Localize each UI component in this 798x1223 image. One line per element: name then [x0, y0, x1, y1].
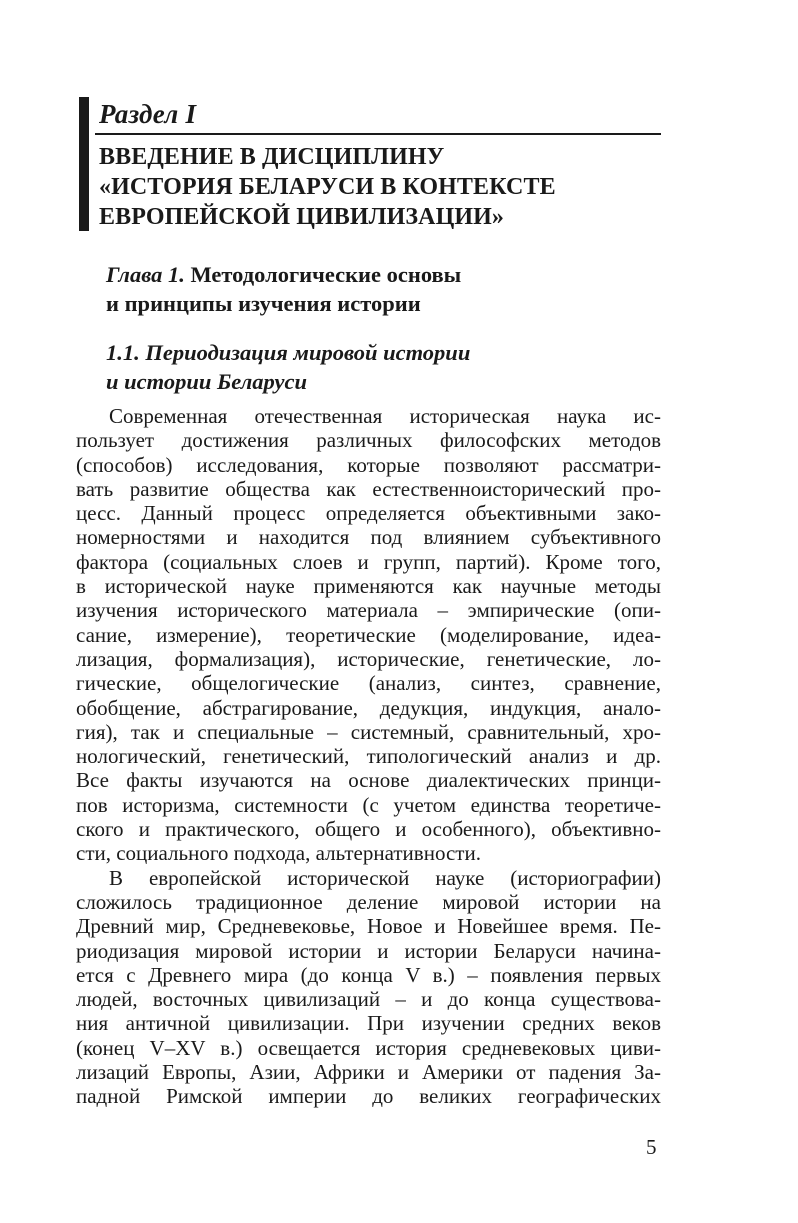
text-line: риодизация мировой истории и истории Беларуси начина-	[76, 938, 661, 963]
text-line: сание, измерение), теоретические (моделирование, идеа-	[76, 622, 661, 647]
section-heading-block	[79, 97, 661, 231]
text-line: гические, общелогические (анализ, синтез, сравнение,	[76, 671, 661, 696]
text-line: в исторической науке применяются как научные методы	[76, 574, 661, 599]
section-divider	[95, 133, 661, 135]
text-line: ется с Древнего мира (до конца V в.) – появления первых	[76, 962, 661, 987]
chapter-heading	[106, 260, 666, 318]
text-line: В европейской исторической науке (историографии)	[109, 865, 661, 890]
subsection-title-line2: и истории Беларуси	[106, 369, 307, 394]
text-line: Современная отечественная историческая наука ис-	[109, 404, 661, 428]
text-line: изучения исторического материала – эмпирические (опи-	[76, 598, 661, 623]
text-line: падной Римской империи до великих географических	[76, 1084, 661, 1109]
text-line: сти, социального подхода, альтернативности.	[76, 841, 481, 866]
chapter-title-line2: и принципы изучения истории	[106, 291, 421, 316]
text-line: сложилось традиционное деление мировой истории на	[76, 889, 661, 914]
paragraph-1	[76, 404, 661, 866]
body-text	[76, 404, 661, 1109]
text-line: Все факты изучаются на основе диалектических принци-	[76, 768, 661, 793]
section-title-line: ВВЕДЕНИЕ В ДИСЦИПЛИНУ	[99, 144, 445, 170]
paragraph-2	[76, 866, 661, 1109]
text-line: (способов) исследования, которые позволяют рассматри-	[76, 452, 661, 477]
text-line: вать развитие общества как естественноисторический про-	[76, 476, 661, 501]
subsection-title-line1: 1.1. Периодизация мировой истории	[106, 340, 471, 365]
text-line: фактора (социальных слоев и групп, партий). Кроме того,	[76, 549, 661, 574]
section-title-line: «ИСТОРИЯ БЕЛАРУСИ В КОНТЕКСТЕ	[99, 174, 556, 200]
text-line: номерностями и находится под влиянием субъективного	[76, 525, 661, 550]
text-line: Древний мир, Средневековье, Новое и Новейшее время. Пе-	[76, 914, 661, 939]
chapter-title-line1: Методологические основы	[190, 262, 462, 287]
text-line: людей, восточных цивилизаций – и до конца существова-	[76, 987, 661, 1012]
text-line: лизаций Европы, Азии, Африки и Америки от падения За-	[76, 1060, 661, 1085]
text-line: ского и практического, общего и особенного), объективно-	[76, 817, 661, 842]
chapter-label: Глава 1.	[106, 262, 185, 287]
text-line: гия), так и специальные – системный, сравнительный, хро-	[76, 719, 661, 744]
section-title-line: ЕВРОПЕЙСКОЙ ЦИВИЛИЗАЦИИ»	[99, 204, 504, 230]
text-line: цесс. Данный процесс определяется объективными зако-	[76, 501, 661, 526]
section-label: Раздел I	[99, 99, 197, 129]
text-line: лизация, формализация), исторические, генетические, ло-	[76, 646, 661, 671]
section-marker-bar	[79, 97, 89, 231]
text-line: пов историзма, системности (с учетом единства теоретиче-	[76, 792, 661, 817]
section-title	[99, 142, 659, 232]
text-line: ния античной цивилизации. При изучении средних веков	[76, 1011, 661, 1036]
text-line: обобщение, абстрагирование, дедукция, индукция, анало-	[76, 695, 661, 720]
text-line: (конец V–XV в.) освещается история средневековых циви-	[76, 1035, 661, 1060]
page-number: 5	[646, 1135, 657, 1159]
text-line: нологический, генетический, типологический анализ и др.	[76, 744, 661, 769]
subsection-heading	[106, 338, 666, 396]
text-line: пользует достижения различных философских методов	[76, 428, 661, 453]
